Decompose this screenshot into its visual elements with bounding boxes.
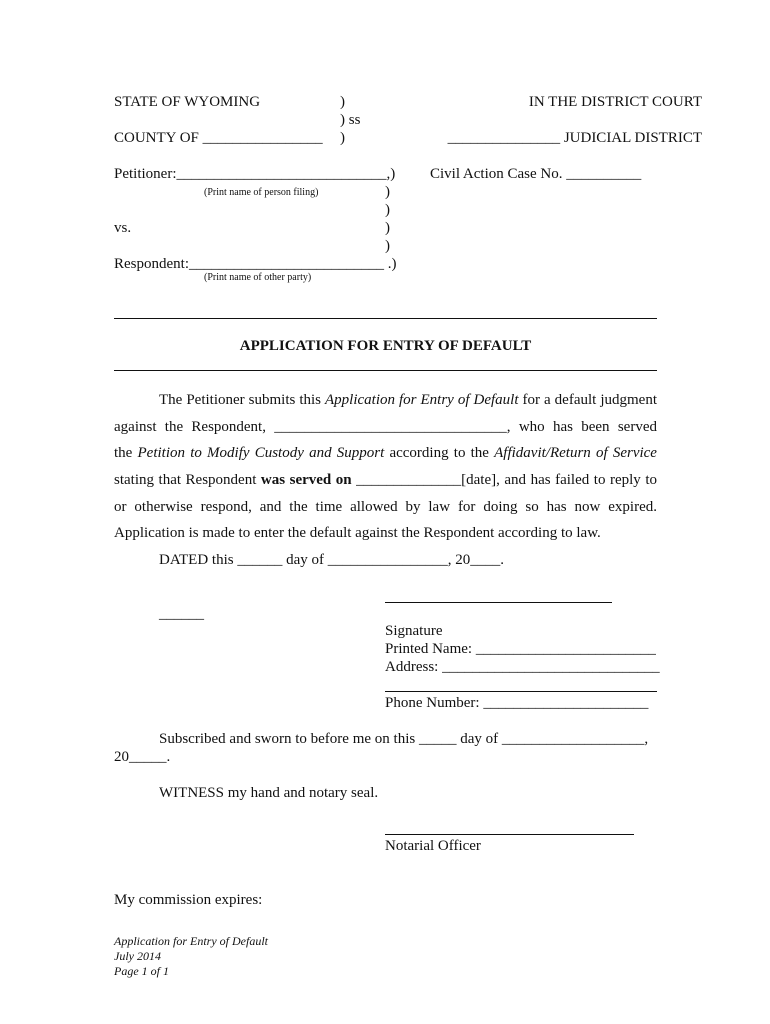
body-line: or otherwise respond, and the time allowed by law for doing so has now expired. [114, 498, 657, 515]
notarial-officer-label: Notarial Officer [385, 838, 481, 854]
divider [114, 318, 657, 319]
caption-paren: ) [385, 220, 390, 236]
signature-label: Signature [385, 623, 443, 639]
page-footer [114, 934, 268, 979]
footer-date: July 2014 [114, 949, 161, 963]
body-line: The Petitioner submits this Application for Entry of Default for a default judgment [159, 392, 657, 408]
witness-statement: WITNESS my hand and notary seal. [159, 785, 379, 801]
address-line-2 [385, 691, 657, 692]
phone-number-field: Phone Number: ______________________ [385, 695, 649, 711]
county-field: COUNTY OF ________________ [114, 130, 323, 146]
judicial-district-field: _______________ JUDICIAL DISTRICT [447, 130, 702, 146]
dated-line: DATED this ______ day of ________________, 20____. [159, 552, 504, 568]
petitioner-field: Petitioner:____________________________,) [114, 166, 396, 182]
sworn-statement: Subscribed and sworn to before me on this _____ day of ___________________, [159, 731, 649, 747]
respondent-field: Respondent:__________________________ .) [114, 256, 397, 272]
caption-paren-ss: ) ss [340, 112, 361, 128]
caption-paren: ) [385, 184, 390, 200]
body-line: stating that Respondent was served on ______________[date], and has failed to reply to [114, 472, 657, 489]
petitioner-note: (Print name of person filing) [204, 187, 319, 198]
caption-paren: ) [385, 238, 390, 254]
respondent-note: (Print name of other party) [204, 272, 312, 283]
versus-label: vs. [114, 220, 132, 236]
body-line: the Petition to Modify Custody and Support according to the Affidavit/Return of Service [114, 445, 657, 462]
sworn-year: 20_____. [114, 749, 171, 765]
court-label: IN THE DISTRICT COURT [528, 94, 702, 110]
state-label: STATE OF WYOMING [114, 94, 261, 110]
short-blank: ______ [159, 606, 204, 622]
caption-paren: ) [340, 130, 345, 146]
address-field: Address: _____________________________ [385, 659, 660, 675]
commission-expires: My commission expires: [114, 892, 263, 908]
document-title: APPLICATION FOR ENTRY OF DEFAULT [239, 338, 532, 354]
footer-form-name: Application for Entry of Default [114, 934, 268, 948]
printed-name-field: Printed Name: ________________________ [385, 641, 656, 657]
case-number-field: Civil Action Case No. __________ [430, 166, 642, 182]
footer-page-number: Page 1 of 1 [114, 964, 169, 978]
body-line: against the Respondent, _______________________________, who has been served [114, 418, 657, 435]
signature-line [385, 602, 612, 603]
notary-signature-line [385, 834, 634, 835]
divider [114, 370, 657, 371]
caption-paren: ) [385, 202, 390, 218]
body-line: Application is made to enter the default against the Respondent according to law. [114, 525, 601, 542]
application-body [114, 387, 657, 547]
caption-paren: ) [340, 94, 345, 110]
